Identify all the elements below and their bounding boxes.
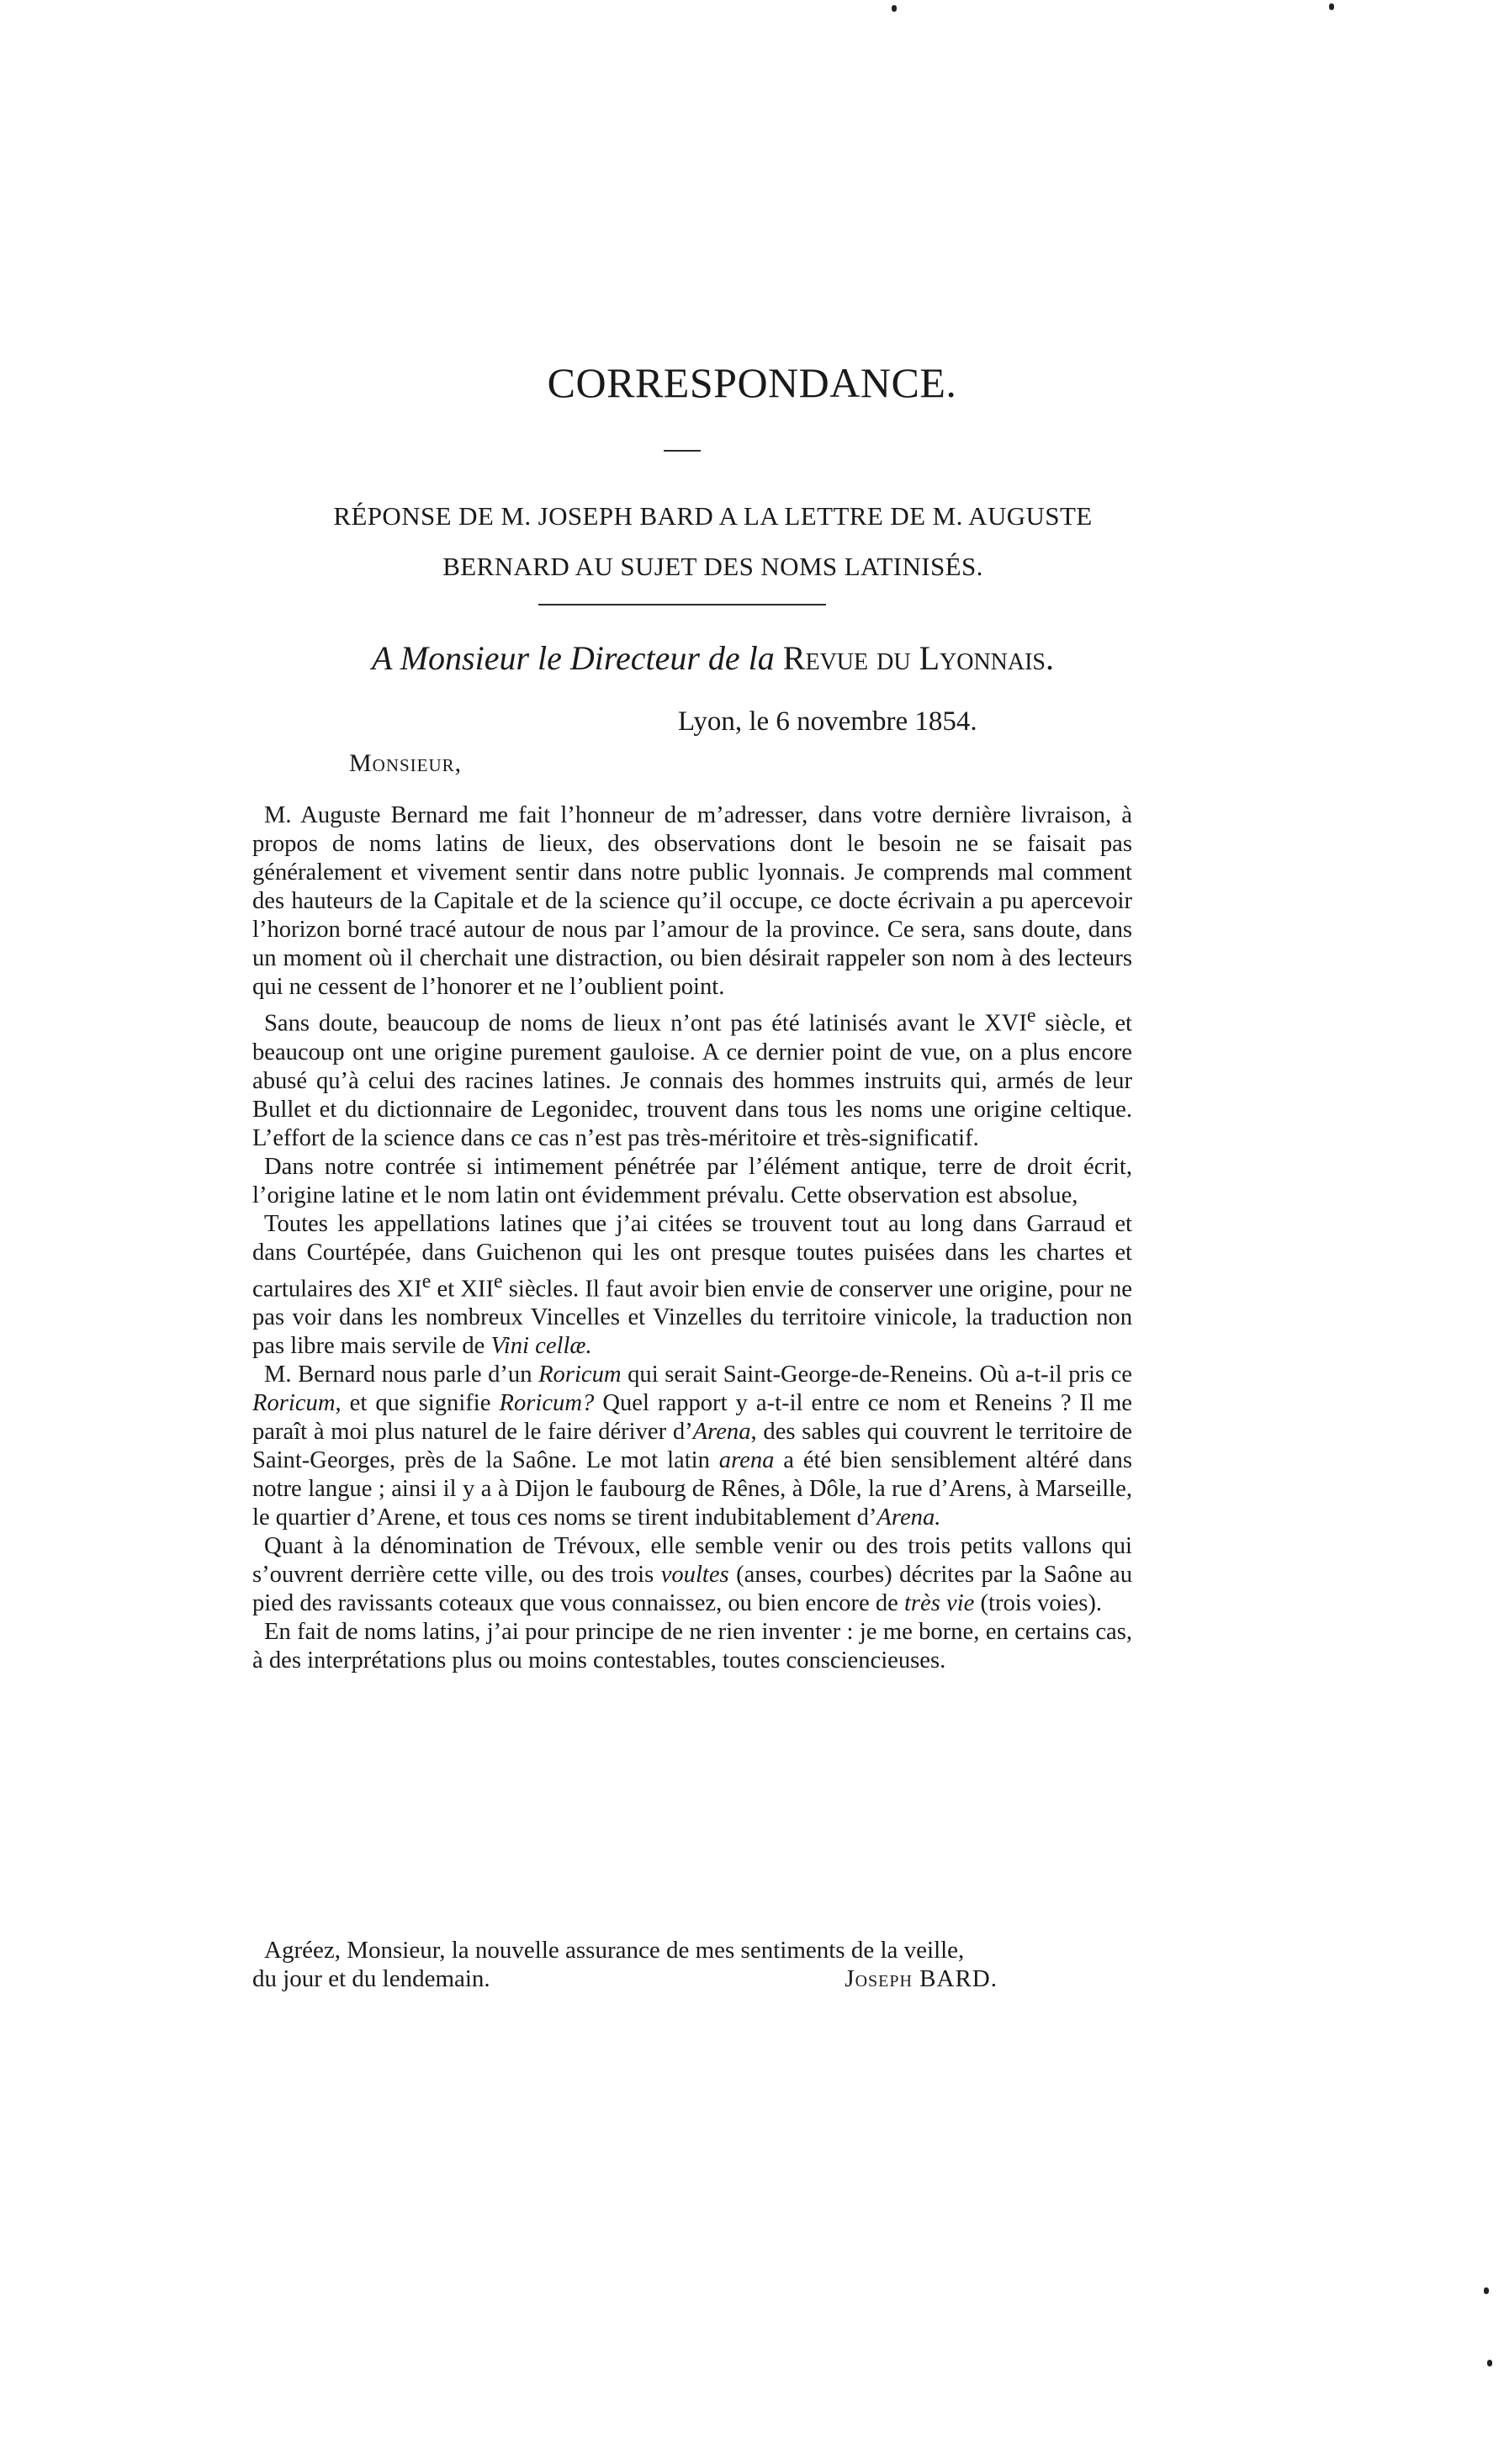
paragraph-2: Sans doute, beaucoup de noms de lieux n’ont pas été latinisés avant le XVIe siècle, et beaucoup ont une origine purement gauloise. A ce dernier point de vue, on a plus encore abusé qu’à celui des racines latines. Je connais des hommes instruits qui, armés de leur Bullet et du dictionnaire de Legonidec, trouvent dans tous les noms une origine celtique. L’effort de la science dans ce cas n’est pas très-méritoire et très-significatif. xyxy=(252,1005,1132,1151)
address-prefix: A Monsieur le Directeur de la xyxy=(372,639,775,677)
letter-closing xyxy=(252,1936,1132,1993)
signature: Joseph BARD. xyxy=(845,1965,998,1992)
letter-dateline: Lyon, le 6 novembre 1854. xyxy=(678,706,977,737)
closing-line-2: du jour et du lendemain. xyxy=(252,1965,490,1992)
letter-body xyxy=(252,801,1132,1675)
page-title: CORRESPONDANCE. xyxy=(547,359,957,406)
article-subtitle xyxy=(252,491,1173,592)
subtitle-line-2: BERNARD AU SUJET DES NOMS LATINISÉS. xyxy=(442,552,983,581)
scan-speck xyxy=(1484,2287,1489,2294)
scan-speck xyxy=(1329,3,1334,10)
paragraph-7: En fait de noms latins, j’ai pour principe de ne rien inventer : je me borne, en certains cas, à des interprétations plus ou moins contestables, toutes consciencieuses. xyxy=(252,1619,1132,1674)
scan-speck xyxy=(1487,2360,1492,2366)
letter-salutation: Monsieur, xyxy=(349,749,463,777)
paragraph-3: Dans notre contrée si intimement pénétrée par l’élément antique, terre de droit écrit, l’origine latine et le nom latin ont évidemment prévalu. Cette observation est absolue, xyxy=(252,1153,1132,1208)
subtitle-line-1: RÉPONSE DE M. JOSEPH BARD A LA LETTRE DE M. AUGUSTE xyxy=(333,501,1093,531)
letter-address xyxy=(252,637,1173,679)
subtitle-divider xyxy=(538,604,826,605)
closing-last-line xyxy=(252,1964,1132,1993)
paragraph-4: Toutes les appellations latines que j’ai citées se trouvent tout au long dans Garraud et dans Courtépée, dans Guichenon qui les ont presque toutes puisées dans les chartes et cartulaires des XIe et XIIe siècles. Il faut avoir bien envie de conserver une origine, pour ne pas voir dans les nombreux Vincelles et Vinzelles du territoire vinicole, la traduction non pas libre mais servile de Vini cellæ. xyxy=(252,1210,1132,1360)
paragraph-5: M. Bernard nous parle d’un Roricum qui serait Saint-George-de-Reneins. Où a-t-il pris ce Roricum, et que signifie Roricum? Quel rapport y a-t-il entre ce nom et Reneins ? Il me paraît à moi plus naturel de le faire dériver d’Arena, des sables qui couvrent le territoire de Saint-Georges, près de la Saône. Le mot latin arena a été bien sensiblement altéré dans notre langue ; ainsi il y a à Dijon le faubourg de Rênes, à Dôle, la rue d’Arens, à Marseille, le quartier d’Arene, et tous ces noms se tirent indubitablement d’Arena. xyxy=(252,1362,1132,1531)
scan-speck xyxy=(892,5,897,12)
address-revue-name: Revue du Lyonnais. xyxy=(782,639,1054,677)
title-divider xyxy=(664,450,701,452)
paragraph-1: M. Auguste Bernard me fait l’honneur de m’adresser, dans votre dernière livraison, à propos de noms latins de lieux, des observations dont le besoin ne se faisait pas généralement et vivement sentir dans notre public lyonnais. Je comprends mal comment des hauteurs de la Capitale et de la science qu’il occupe, ce docte écrivain a pu apercevoir l’horizon borné tracé autour de nous par l’amour de la province. Ce sera, sans doute, dans un moment où il cherchait une distraction, ou bien désirait rappeler son nom à des lecteurs qui ne cessent de l’honorer et ne l’oublient point. xyxy=(252,802,1132,1000)
paragraph-6: Quant à la dénomination de Trévoux, elle semble venir ou des trois petits vallons qui s’ouvrent derrière cette ville, ou des trois voultes (anses, courbes) décrites par la Saône au pied des ravissants coteaux que vous connaissez, ou bien encore de très vie (trois voies). xyxy=(252,1533,1132,1617)
closing-line-1: Agréez, Monsieur, la nouvelle assurance de mes sentiments de la veille, xyxy=(264,1937,965,1964)
